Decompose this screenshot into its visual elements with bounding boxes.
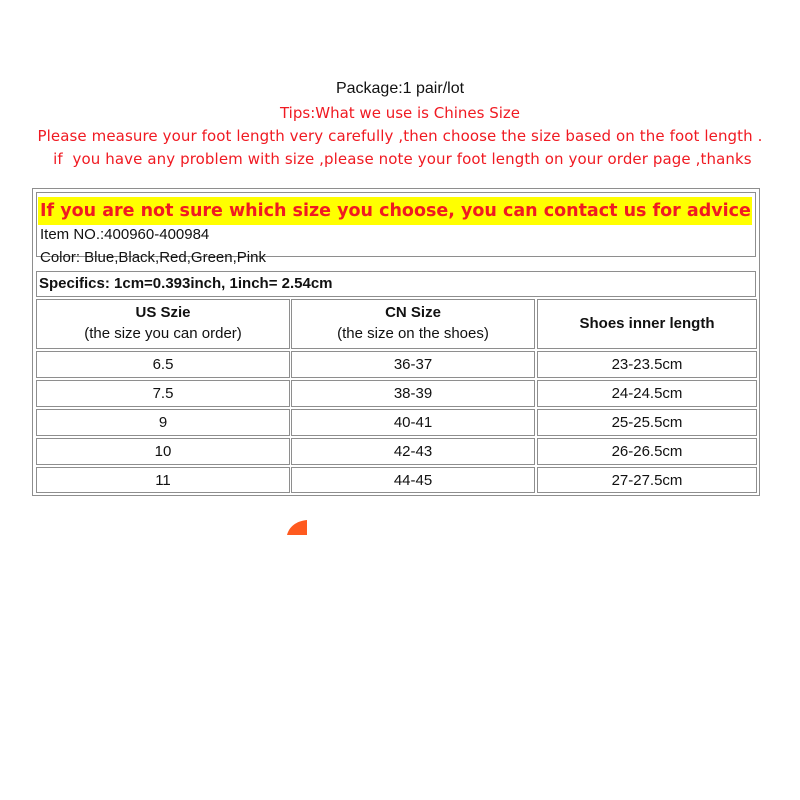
column-title: CN Size	[385, 304, 441, 321]
column-header-inner-length	[537, 299, 757, 349]
measure-instruction: Please measure your foot length very carefully ,then choose the size based on the foot length .	[37, 127, 763, 145]
inner-length-cell: 27-27.5cm	[537, 467, 757, 493]
column-subtitle: (the size you can order)	[84, 325, 242, 342]
cn-size-cell: 44-45	[291, 467, 535, 493]
us-size-cell: 7.5	[36, 380, 290, 407]
column-header-cn-size	[291, 299, 535, 349]
us-size-cell: 9	[36, 409, 290, 436]
column-title: Shoes inner length	[579, 315, 715, 332]
cn-size-cell: 38-39	[291, 380, 535, 407]
inner-length-cell: 24-24.5cm	[537, 380, 757, 407]
inner-length-cell: 25-25.5cm	[537, 409, 757, 436]
inner-length-cell: 26-26.5cm	[537, 438, 757, 465]
color-options: Color: Blue,Black,Red,Green,Pink	[40, 249, 266, 266]
size-tip: Tips:What we use is Chines Size	[279, 104, 521, 122]
cn-size-cell: 42-43	[291, 438, 535, 465]
column-title: US Szie	[135, 304, 191, 321]
cn-size-cell: 40-41	[291, 409, 535, 436]
product-info-cell	[36, 192, 756, 266]
us-size-cell: 10	[36, 438, 290, 465]
orange-fragment-icon	[286, 520, 308, 536]
header-notes	[0, 78, 800, 171]
advice-banner: If you are not sure which size you choose, you can contact us for advice	[38, 197, 752, 225]
size-chart	[32, 188, 760, 496]
column-subtitle: (the size on the shoes)	[337, 325, 489, 342]
inner-length-cell: 23-23.5cm	[537, 351, 757, 378]
specifics-conversion: Specifics: 1cm=0.393inch, 1inch= 2.54cm	[36, 271, 756, 297]
item-number: Item NO.:400960-400984	[40, 226, 210, 243]
column-header-us-size	[36, 299, 290, 349]
us-size-cell: 6.5	[36, 351, 290, 378]
size-problem-note: if you have any problem with size ,please note your foot length on your order page ,thanks	[48, 150, 752, 168]
cn-size-cell: 36-37	[291, 351, 535, 378]
package-info: Package:1 pair/lot	[335, 80, 465, 97]
us-size-cell: 11	[36, 467, 290, 493]
